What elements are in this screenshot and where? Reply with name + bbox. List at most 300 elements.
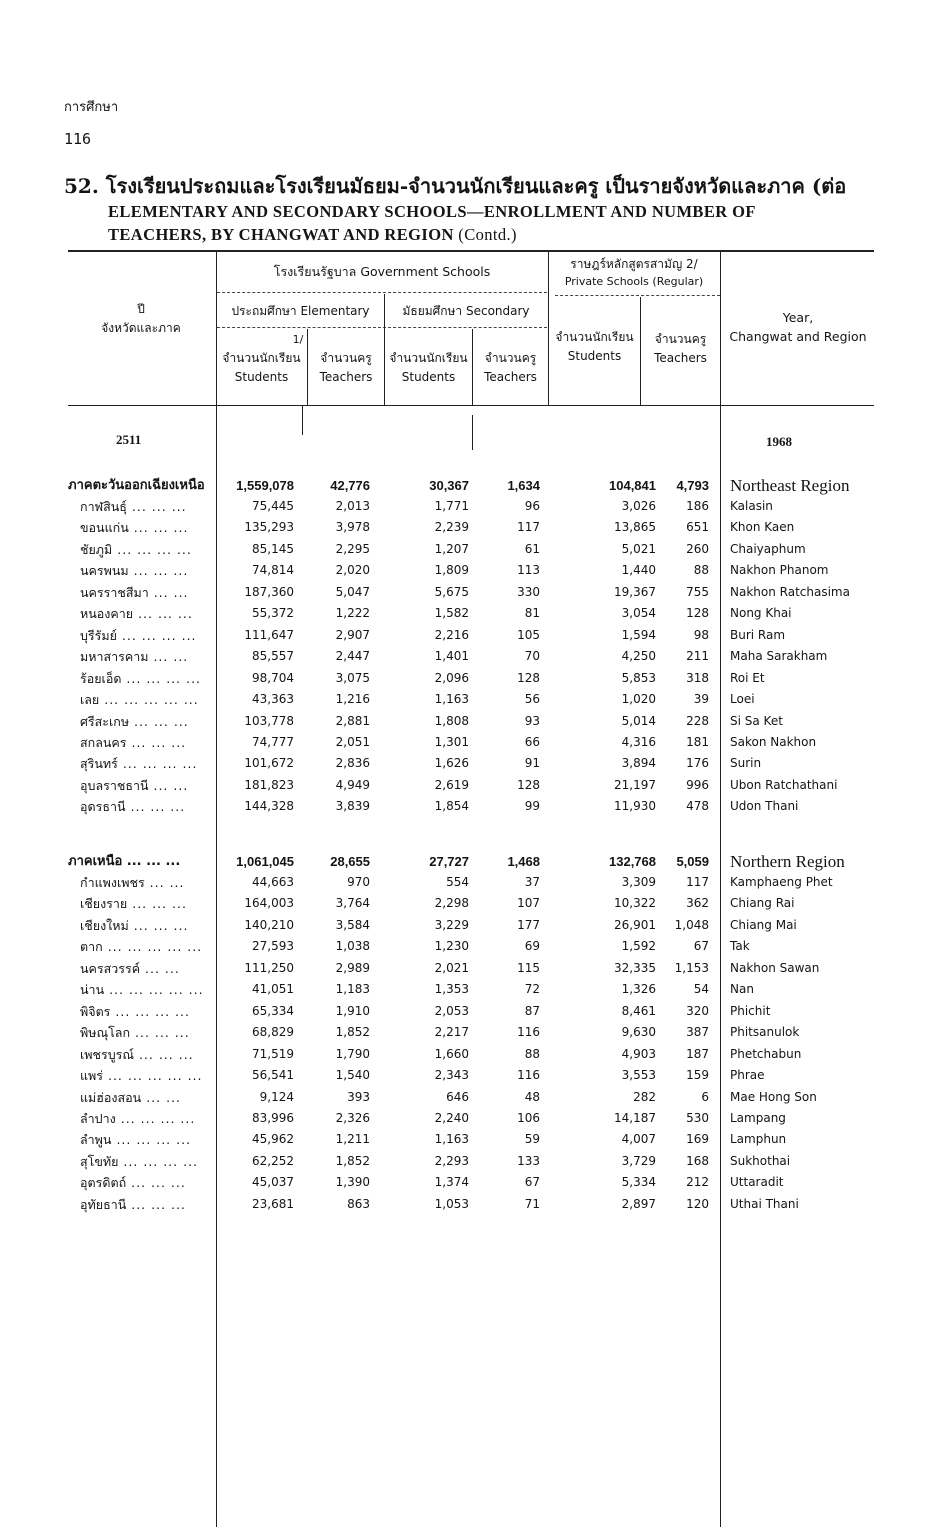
leader-dots: ... ... ... — [130, 1025, 190, 1041]
changwat-name-english: Lampang — [730, 1110, 786, 1125]
region-value: 5,059 — [676, 854, 709, 869]
changwat-name: อุบลราชธานี — [80, 777, 149, 793]
changwat-name: นครพนม — [80, 563, 129, 579]
cell-value: 1,540 — [335, 1068, 370, 1083]
region-value: 1,634 — [507, 478, 540, 493]
cell-value: 282 — [633, 1089, 656, 1104]
leader-dots: ... ... ... ... — [117, 756, 198, 772]
cell-value: 168 — [686, 1153, 709, 1168]
changwat-name: ศรีสะเกษ — [80, 713, 130, 729]
cell-value: 2,907 — [335, 627, 370, 642]
cell-value: 39 — [693, 692, 709, 707]
cell-value: 13,865 — [614, 520, 656, 535]
changwat-name-english: Uthai Thani — [730, 1196, 799, 1211]
changwat-name-thai — [80, 1151, 198, 1172]
cell-value: 330 — [517, 584, 540, 599]
cell-value: 6 — [701, 1089, 709, 1104]
cell-value: 120 — [686, 1196, 709, 1211]
changwat-name-english: Chaiyaphum — [730, 541, 806, 556]
table-row — [0, 796, 941, 817]
changwat-name-thai — [80, 1065, 202, 1086]
changwat-name-english: Nakhon Sawan — [730, 960, 820, 975]
secondary-header: มัธยมศึกษา Secondary — [402, 304, 530, 318]
cell-value: 4,316 — [621, 734, 656, 749]
cell-value: 1,211 — [335, 1132, 370, 1147]
changwat-name-english: Udon Thani — [730, 799, 799, 814]
cell-value: 32,335 — [614, 960, 656, 975]
cell-value: 1,301 — [434, 734, 469, 749]
year-thai: 2511 — [116, 432, 142, 447]
cell-value: 2,013 — [335, 499, 370, 513]
table-row — [0, 958, 941, 979]
cell-value: 54 — [693, 982, 709, 997]
cell-value: 5,014 — [621, 713, 656, 728]
cell-value: 169 — [686, 1132, 709, 1147]
changwat-name-english: Chiang Rai — [730, 896, 795, 911]
cell-value: 115 — [517, 960, 540, 975]
region-value: 1,061,045 — [236, 854, 294, 869]
cell-value: 646 — [446, 1089, 469, 1104]
table-row — [0, 1044, 941, 1065]
changwat-name: กำแพงเพชร — [80, 875, 145, 890]
cell-value: 1,207 — [434, 541, 469, 556]
region-value: 28,655 — [330, 854, 370, 869]
private-header-thai: ราษฎร์หลักสูตรสามัญ 2/ — [570, 257, 698, 271]
cell-value: 128 — [517, 777, 540, 792]
col-tick-a — [302, 405, 303, 435]
changwat-region-en-label: Changwat and Region — [729, 329, 867, 344]
cell-value: 2,989 — [335, 960, 370, 975]
leader-dots: ... ... ... ... ... — [102, 939, 203, 955]
changwat-name: อุดรธานี — [80, 799, 126, 815]
col-private-students — [549, 328, 640, 366]
leader-dots: ... ... ... — [126, 1175, 186, 1191]
changwat-name-thai — [80, 893, 187, 914]
cell-value: 2,343 — [434, 1068, 469, 1083]
changwat-name-english: Lamphun — [730, 1132, 787, 1147]
changwat-name-thai — [80, 1022, 190, 1043]
cell-value: 5,021 — [621, 541, 656, 556]
cell-value: 4,949 — [335, 777, 370, 792]
cell-value: 478 — [686, 799, 709, 814]
cell-value: 3,309 — [621, 875, 656, 889]
cell-value: 2,293 — [434, 1153, 469, 1168]
cell-value: 56,541 — [252, 1068, 294, 1083]
cell-value: 144,328 — [244, 799, 294, 814]
teachers-th: จำนวนครู — [654, 332, 707, 346]
cell-value: 59 — [524, 1132, 540, 1147]
cell-value: 75,445 — [252, 499, 294, 513]
region-name-english: Northeast Region — [730, 476, 850, 495]
teachers-en: Teachers — [484, 370, 537, 384]
changwat-name: สุโขทัย — [80, 1153, 119, 1169]
students-en: Students — [401, 370, 456, 384]
table-row — [0, 539, 941, 560]
region-value: 132,768 — [609, 854, 656, 869]
private-schools-header — [550, 256, 718, 290]
table-row — [0, 711, 941, 732]
cell-value: 3,584 — [335, 917, 370, 932]
year-en-label: Year, — [782, 310, 814, 325]
cell-value: 1,153 — [674, 960, 709, 975]
changwat-name-english: Phichit — [730, 1003, 771, 1018]
cell-value: 83,996 — [252, 1110, 294, 1125]
cell-value: 128 — [517, 670, 540, 685]
changwat-name-thai — [80, 517, 188, 538]
changwat-name: แพร่ — [80, 1068, 104, 1084]
cell-value: 3,026 — [621, 499, 656, 513]
leader-dots: ... ... ... — [126, 1196, 186, 1212]
changwat-name-thai — [80, 872, 185, 893]
cell-value: 2,897 — [621, 1196, 656, 1211]
leader-dots: ... ... — [148, 649, 189, 665]
changwat-name-thai — [80, 732, 186, 753]
teachers-en: Teachers — [654, 351, 707, 365]
changwat-name-english: Phrae — [730, 1068, 765, 1083]
elementary-header: ประถมศึกษา Elementary — [231, 304, 370, 318]
cell-value: 70 — [524, 649, 540, 664]
cell-value: 105 — [517, 627, 540, 642]
cell-value: 554 — [446, 875, 469, 889]
changwat-name-thai — [80, 775, 188, 796]
cell-value: 45,037 — [252, 1175, 294, 1190]
cell-value: 3,764 — [335, 896, 370, 911]
leader-dots: ... ... ... ... ... — [103, 1068, 203, 1084]
cell-value: 181 — [686, 734, 709, 749]
page-number: 116 — [64, 130, 92, 148]
changwat-name-thai — [80, 711, 189, 732]
cell-value: 212 — [686, 1175, 709, 1190]
cell-value: 1,353 — [434, 982, 469, 997]
table-row — [0, 603, 941, 624]
cell-value: 111,647 — [244, 627, 294, 642]
changwat-name-thai — [80, 1129, 191, 1150]
table-row — [0, 915, 941, 936]
region-value: 27,727 — [429, 854, 469, 869]
cell-value: 133 — [517, 1153, 540, 1168]
cell-value: 1,183 — [335, 982, 370, 997]
changwat-name: เลย — [80, 692, 100, 708]
cell-value: 9,630 — [621, 1025, 656, 1040]
changwat-name: อุทัยธานี — [80, 1196, 127, 1212]
table-title-thai: 52. โรงเรียนประถมและโรงเรียนมัธยม-จำนวนนักเรียนและครู เป็นรายจังหวัดและภาค (ต่อ — [64, 174, 847, 198]
cell-value: 1,790 — [335, 1046, 370, 1061]
changwat-name-thai — [80, 1044, 194, 1065]
cell-value: 393 — [347, 1089, 370, 1104]
leader-dots: ... ... — [140, 960, 180, 976]
leader-dots: ... ... — [148, 584, 189, 600]
changwat-name-english: Nong Khai — [730, 606, 792, 621]
cell-value: 128 — [686, 606, 709, 621]
cell-value: 5,047 — [335, 584, 370, 599]
changwat-name-thai — [80, 689, 199, 710]
cell-value: 387 — [686, 1025, 709, 1040]
cell-value: 1,660 — [434, 1046, 469, 1061]
cell-value: 1,222 — [335, 606, 370, 621]
cell-value: 1,809 — [434, 563, 469, 578]
cell-value: 62,252 — [252, 1153, 294, 1168]
table-row — [0, 775, 941, 796]
leader-dots: ... ... — [148, 777, 189, 793]
changwat-name: พิจิตร — [80, 1003, 111, 1019]
cell-value: 111,250 — [244, 960, 294, 975]
cell-value: 98,704 — [252, 670, 294, 685]
cell-value: 99 — [524, 799, 540, 814]
changwat-name: ตาก — [80, 939, 103, 955]
table-title-english-line1: ELEMENTARY AND SECONDARY SCHOOLS—ENROLLMENT AND NUMBER OF — [108, 202, 756, 221]
changwat-name-thai — [80, 603, 193, 624]
cell-value: 863 — [347, 1196, 370, 1211]
table-row — [0, 979, 941, 1000]
cell-value: 45,962 — [252, 1132, 294, 1147]
cell-value: 320 — [686, 1003, 709, 1018]
changwat-name-thai — [80, 1108, 195, 1129]
cell-value: 37 — [524, 875, 540, 889]
leader-dots: ... ... ... — [128, 917, 189, 933]
changwat-name: น่าน — [80, 982, 105, 998]
teachers-th: จำนวนครู — [320, 351, 372, 365]
cell-value: 117 — [517, 520, 540, 535]
cell-value: 1,582 — [434, 606, 469, 621]
changwat-name: นครสวรรค์ — [80, 960, 141, 976]
cell-value: 107 — [517, 896, 540, 911]
changwat-name-thai — [80, 668, 201, 689]
leader-dots: ... ... ... — [126, 734, 187, 750]
cell-value: 1,401 — [434, 649, 469, 664]
changwat-name-english: Kalasin — [730, 499, 773, 513]
cell-value: 4,007 — [621, 1132, 656, 1147]
cell-value: 4,250 — [621, 649, 656, 664]
changwat-name: พิษณุโลก — [80, 1025, 131, 1041]
cell-value: 4,903 — [621, 1046, 656, 1061]
changwat-name: สุรินทร์ — [80, 756, 118, 772]
cell-value: 3,054 — [621, 606, 656, 621]
gov-schools-header: โรงเรียนรัฐบาล Government Schools — [273, 264, 491, 279]
changwat-name: ร้อยเอ็ด — [80, 670, 122, 686]
leader-dots: ... ... ... — [129, 713, 189, 729]
cell-value: 71 — [524, 1196, 540, 1211]
cell-value: 2,216 — [434, 627, 469, 642]
changwat-name-thai — [80, 979, 204, 1000]
table-top-rule — [68, 250, 874, 252]
changwat-name: ลำพูน — [80, 1132, 112, 1148]
cell-value: 135,293 — [244, 520, 294, 535]
cell-value: 43,363 — [252, 692, 294, 707]
changwat-name: แม่ฮ่องสอน — [80, 1089, 142, 1105]
col-changwat-label: จังหวัดและภาค — [101, 321, 181, 335]
cell-value: 9,124 — [259, 1089, 294, 1104]
region-value: 4,793 — [676, 478, 709, 493]
changwat-name-thai — [80, 625, 197, 646]
changwat-name-english: Maha Sarakham — [730, 649, 828, 664]
leader-dots: ... ... — [141, 1089, 182, 1105]
cell-value: 65,334 — [252, 1003, 294, 1018]
table-row — [0, 872, 941, 893]
cell-value: 2,326 — [335, 1110, 370, 1125]
cell-value: 1,374 — [434, 1175, 469, 1190]
cell-value: 116 — [517, 1025, 540, 1040]
cell-value: 1,053 — [434, 1196, 469, 1211]
cell-value: 2,836 — [335, 756, 370, 771]
cell-value: 103,778 — [244, 713, 294, 728]
cell-value: 187 — [686, 1046, 709, 1061]
table-row — [0, 1172, 941, 1193]
changwat-name-english: Kamphaeng Phet — [730, 875, 833, 889]
table-row — [0, 1001, 941, 1022]
section-label: การศึกษา — [64, 100, 119, 115]
cell-value: 1,852 — [335, 1025, 370, 1040]
cell-value: 2,051 — [335, 734, 370, 749]
cell-value: 27,593 — [252, 939, 294, 954]
cell-value: 1,440 — [621, 563, 656, 578]
cell-value: 116 — [517, 1068, 540, 1083]
leader-dots: ... ... ... — [125, 799, 186, 815]
region-value: 30,367 — [429, 478, 469, 493]
changwat-name-english: Ubon Ratchathani — [730, 777, 838, 792]
col-sec-students — [385, 349, 472, 387]
leader-dots: ... ... ... — [127, 896, 187, 912]
cell-value: 228 — [686, 713, 709, 728]
table-row — [0, 1194, 941, 1215]
cell-value: 2,096 — [434, 670, 469, 685]
cell-value: 996 — [686, 777, 709, 792]
leader-dots: ... ... ... ... — [115, 1110, 196, 1126]
cell-value: 3,839 — [335, 799, 370, 814]
cell-value: 2,240 — [434, 1110, 469, 1125]
teachers-th: จำนวนครู — [484, 351, 537, 365]
changwat-name-english: Loei — [730, 692, 755, 707]
cell-value: 362 — [686, 896, 709, 911]
cell-value: 5,675 — [434, 584, 469, 599]
changwat-name-english: Roi Et — [730, 670, 765, 685]
cell-value: 55,372 — [252, 606, 294, 621]
cell-value: 88 — [693, 563, 709, 578]
leader-dots: ... ... ... — [128, 563, 189, 579]
cell-value: 1,163 — [434, 1132, 469, 1147]
cell-value: 67 — [524, 1175, 540, 1190]
cell-value: 44,663 — [252, 875, 294, 889]
cell-value: 66 — [524, 734, 540, 749]
students-en: Students — [567, 349, 622, 363]
cell-value: 71,519 — [252, 1046, 294, 1061]
cell-value: 117 — [686, 875, 709, 889]
region-value: 42,776 — [330, 478, 370, 493]
cell-value: 755 — [686, 584, 709, 599]
table-row — [0, 625, 941, 646]
changwat-name-thai — [80, 646, 188, 667]
cell-value: 176 — [686, 756, 709, 771]
cell-value: 140,210 — [244, 917, 294, 932]
cell-value: 1,910 — [335, 1003, 370, 1018]
cell-value: 3,729 — [621, 1153, 656, 1168]
cell-value: 164,003 — [244, 896, 294, 911]
cell-value: 318 — [686, 670, 709, 685]
changwat-name: เพชรบูรณ์ — [80, 1046, 134, 1062]
cell-value: 10,322 — [614, 896, 656, 911]
changwat-name-thai — [80, 560, 188, 581]
cell-value: 14,187 — [614, 1110, 656, 1125]
cell-value: 3,075 — [335, 670, 370, 685]
table-row — [0, 496, 941, 517]
leader-dots: ... ... ... — [133, 1046, 194, 1062]
changwat-name: ลำปาง — [80, 1110, 116, 1126]
cell-value: 970 — [347, 875, 370, 889]
students-th: จำนวนนักเรียน — [389, 351, 468, 365]
changwat-name: สกลนคร — [80, 734, 127, 750]
changwat-name-thai — [80, 1001, 190, 1022]
changwat-name: บุรีรัมย์ — [80, 627, 117, 643]
changwat-name-thai — [80, 1194, 186, 1215]
table-row — [0, 1065, 941, 1086]
private-header-english: Private Schools (Regular) — [564, 275, 704, 288]
table-row — [0, 1022, 941, 1043]
table-title-english-line2 — [108, 225, 517, 245]
changwat-name: หนองคาย — [80, 606, 134, 622]
table-row — [0, 517, 941, 538]
cell-value: 98 — [693, 627, 709, 642]
table-row — [0, 1087, 941, 1108]
cell-value: 48 — [524, 1089, 540, 1104]
cell-value: 1,216 — [335, 692, 370, 707]
cell-value: 68,829 — [252, 1025, 294, 1040]
cell-value: 21,197 — [614, 777, 656, 792]
region-value: 104,841 — [609, 478, 656, 493]
cell-value: 106 — [517, 1110, 540, 1125]
table-row — [0, 1129, 941, 1150]
teachers-en: Teachers — [319, 370, 373, 384]
cell-value: 530 — [686, 1110, 709, 1125]
cell-value: 23,681 — [252, 1196, 294, 1211]
students-en: Students — [234, 370, 289, 384]
cell-value: 187,360 — [244, 584, 294, 599]
cell-value: 2,295 — [335, 541, 370, 556]
leader-dots: ... ... ... ... — [121, 670, 202, 686]
changwat-name-thai — [80, 496, 187, 517]
col-elem-teachers — [308, 349, 384, 387]
changwat-name: นครราชสีมา — [80, 584, 149, 600]
cell-value: 2,021 — [434, 960, 469, 975]
changwat-name-thai — [80, 582, 189, 603]
cell-value: 3,894 — [621, 756, 656, 771]
changwat-name: กาฬสินธุ์ — [80, 499, 127, 514]
students-th: จำนวนนักเรียน — [222, 351, 301, 365]
cell-value: 3,978 — [335, 520, 370, 535]
private-divider — [555, 295, 720, 296]
changwat-name-english: Uttaradit — [730, 1175, 784, 1190]
changwat-name-english: Sakon Nakhon — [730, 734, 817, 749]
cell-value: 72 — [524, 982, 540, 997]
region-name-thai: ภาคเหนือ ... ... ... — [68, 854, 181, 869]
cell-value: 87 — [524, 1003, 540, 1018]
cell-value: 1,048 — [674, 917, 709, 932]
leader-dots: ... ... ... ... — [112, 541, 192, 557]
changwat-name-english: Chiang Mai — [730, 917, 797, 932]
table-row — [0, 732, 941, 753]
changwat-name-english: Nakhon Phanom — [730, 563, 829, 578]
leader-dots: ... ... — [144, 875, 185, 890]
cell-value: 159 — [686, 1068, 709, 1083]
col-private-teachers — [641, 330, 720, 368]
table-row — [0, 753, 941, 774]
cell-value: 1,230 — [434, 939, 469, 954]
changwat-name-thai — [80, 539, 192, 560]
table-row — [0, 668, 941, 689]
changwat-name-thai — [80, 796, 185, 817]
changwat-name-english: Mae Hong Son — [730, 1089, 817, 1104]
cell-value: 2,619 — [434, 777, 469, 792]
cell-value: 11,930 — [614, 799, 656, 814]
cell-value: 8,461 — [621, 1003, 656, 1018]
